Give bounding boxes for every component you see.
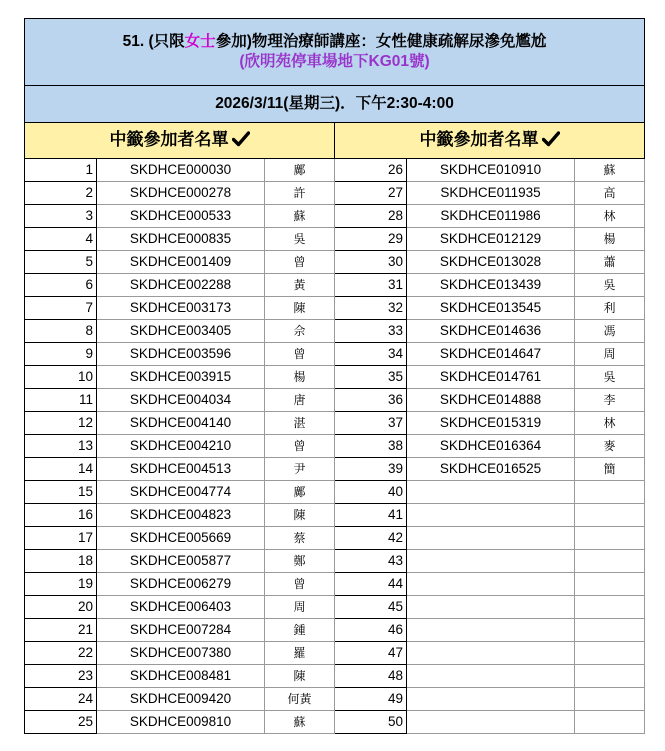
entry-number: 30	[335, 251, 407, 274]
entry-code: SKDHCE016525	[407, 458, 575, 481]
entry-code	[407, 504, 575, 527]
entry-code: SKDHCE014888	[407, 389, 575, 412]
entry-code	[407, 711, 575, 734]
table-row	[25, 458, 645, 481]
table-row	[25, 527, 645, 550]
entry-code: SKDHCE003173	[97, 297, 265, 320]
entry-number: 47	[335, 642, 407, 665]
table-row	[25, 711, 645, 734]
entry-number: 43	[335, 550, 407, 573]
table-body	[25, 19, 645, 734]
event-location: (欣明苑停車場地下KG01號)	[239, 53, 430, 70]
entry-number: 45	[335, 596, 407, 619]
entry-surname: 麥	[575, 435, 645, 458]
entry-code	[407, 573, 575, 596]
entry-code: SKDHCE015319	[407, 412, 575, 435]
title-prefix: 51. (只限	[122, 33, 185, 50]
entry-number: 28	[335, 205, 407, 228]
entry-surname: 曾	[265, 573, 335, 596]
entry-number: 5	[25, 251, 97, 274]
entry-code: SKDHCE013545	[407, 297, 575, 320]
entry-surname: 黃	[265, 274, 335, 297]
table-row	[25, 251, 645, 274]
table-row	[25, 274, 645, 297]
entry-surname	[575, 573, 645, 596]
entry-surname	[575, 550, 645, 573]
event-title	[25, 32, 644, 52]
entry-number: 26	[335, 159, 407, 182]
entry-surname: 曾	[265, 251, 335, 274]
entry-surname: 周	[265, 596, 335, 619]
event-title-cell	[25, 19, 645, 86]
entry-number: 23	[25, 665, 97, 688]
table-row	[25, 343, 645, 366]
entry-number: 27	[335, 182, 407, 205]
table-row	[25, 550, 645, 573]
entry-number: 25	[25, 711, 97, 734]
entry-code	[407, 550, 575, 573]
entry-code: SKDHCE001409	[97, 251, 265, 274]
check-mark-icon	[542, 125, 560, 158]
entry-surname: 何黃	[265, 688, 335, 711]
entry-surname: 周	[575, 343, 645, 366]
table-row	[25, 642, 645, 665]
entry-code: SKDHCE006403	[97, 596, 265, 619]
entry-number: 32	[335, 297, 407, 320]
datetime-row	[25, 86, 645, 123]
entry-number: 22	[25, 642, 97, 665]
entry-code: SKDHCE008481	[97, 665, 265, 688]
entry-surname: 鍾	[265, 619, 335, 642]
table-row	[25, 412, 645, 435]
entry-number: 9	[25, 343, 97, 366]
entry-number: 48	[335, 665, 407, 688]
entry-surname: 唐	[265, 389, 335, 412]
entry-surname: 蔡	[265, 527, 335, 550]
table-row	[25, 182, 645, 205]
entry-surname: 楊	[265, 366, 335, 389]
entry-surname	[575, 481, 645, 504]
entry-surname: 陳	[265, 504, 335, 527]
entry-number: 16	[25, 504, 97, 527]
entry-surname: 蕭	[575, 251, 645, 274]
entry-number: 33	[335, 320, 407, 343]
entry-surname: 簡	[575, 458, 645, 481]
title-suffix: 參加)物理治療師講座：女性健康疏解尿滲免尷尬	[215, 33, 547, 50]
column-header-right-label: 中籤參加者名單	[419, 130, 539, 149]
entry-surname: 李	[575, 389, 645, 412]
entry-number: 8	[25, 320, 97, 343]
entry-code: SKDHCE016364	[407, 435, 575, 458]
entry-surname: 馮	[575, 320, 645, 343]
event-datetime: 2026/3/11(星期三)．下午2:30-4:00	[25, 86, 645, 123]
entry-number: 24	[25, 688, 97, 711]
entry-code	[407, 527, 575, 550]
entry-surname: 鄭	[265, 550, 335, 573]
entry-number: 49	[335, 688, 407, 711]
entry-code: SKDHCE000278	[97, 182, 265, 205]
entry-number: 10	[25, 366, 97, 389]
entry-code: SKDHCE003405	[97, 320, 265, 343]
entry-code: SKDHCE002288	[97, 274, 265, 297]
table-row	[25, 297, 645, 320]
entry-number: 15	[25, 481, 97, 504]
entry-code: SKDHCE011935	[407, 182, 575, 205]
entry-code: SKDHCE004034	[97, 389, 265, 412]
entry-surname: 吳	[575, 274, 645, 297]
entry-surname: 陳	[265, 297, 335, 320]
entry-number: 1	[25, 159, 97, 182]
entry-surname: 蘇	[265, 711, 335, 734]
entry-code: SKDHCE013028	[407, 251, 575, 274]
entry-surname: 曾	[265, 343, 335, 366]
entry-surname	[575, 504, 645, 527]
entry-code	[407, 642, 575, 665]
entry-number: 40	[335, 481, 407, 504]
table-row	[25, 619, 645, 642]
table-row	[25, 320, 645, 343]
entry-number: 39	[335, 458, 407, 481]
table-row	[25, 596, 645, 619]
entry-surname: 蘇	[575, 159, 645, 182]
entry-number: 34	[335, 343, 407, 366]
entry-code: SKDHCE012129	[407, 228, 575, 251]
entry-code	[407, 481, 575, 504]
entry-code: SKDHCE003596	[97, 343, 265, 366]
entry-surname: 吳	[265, 228, 335, 251]
entry-surname	[575, 642, 645, 665]
entry-surname	[575, 527, 645, 550]
title-highlight: 女士	[184, 33, 216, 50]
entry-number: 14	[25, 458, 97, 481]
entry-number: 44	[335, 573, 407, 596]
entry-code	[407, 665, 575, 688]
entry-code: SKDHCE000835	[97, 228, 265, 251]
entry-surname: 蘇	[265, 205, 335, 228]
entry-number: 50	[335, 711, 407, 734]
entry-code: SKDHCE006279	[97, 573, 265, 596]
column-header-left-label: 中籤參加者名單	[109, 130, 229, 149]
entry-number: 35	[335, 366, 407, 389]
entry-code: SKDHCE009810	[97, 711, 265, 734]
entry-surname	[575, 596, 645, 619]
entry-code: SKDHCE014647	[407, 343, 575, 366]
title-row	[25, 19, 645, 86]
column-header-row	[25, 123, 645, 159]
check-mark-icon	[232, 125, 250, 158]
entry-code	[407, 596, 575, 619]
entry-surname: 曾	[265, 435, 335, 458]
table-row	[25, 159, 645, 182]
entry-code: SKDHCE013439	[407, 274, 575, 297]
entry-code: SKDHCE000030	[97, 159, 265, 182]
entry-surname: 尹	[265, 458, 335, 481]
entry-number: 3	[25, 205, 97, 228]
entry-number: 46	[335, 619, 407, 642]
entry-code	[407, 619, 575, 642]
entry-code: SKDHCE005669	[97, 527, 265, 550]
entry-surname: 利	[575, 297, 645, 320]
entry-surname: 高	[575, 182, 645, 205]
table-row	[25, 205, 645, 228]
entry-number: 4	[25, 228, 97, 251]
entry-surname: 羅	[265, 642, 335, 665]
winners-sheet	[24, 18, 644, 734]
entry-code: SKDHCE005877	[97, 550, 265, 573]
entry-code: SKDHCE007380	[97, 642, 265, 665]
entry-number: 20	[25, 596, 97, 619]
entry-surname: 楊	[575, 228, 645, 251]
table-row	[25, 688, 645, 711]
table-row	[25, 435, 645, 458]
entry-number: 21	[25, 619, 97, 642]
entry-number: 19	[25, 573, 97, 596]
entry-surname: 林	[575, 205, 645, 228]
entry-number: 7	[25, 297, 97, 320]
entry-number: 18	[25, 550, 97, 573]
entry-surname: 林	[575, 412, 645, 435]
entry-number: 13	[25, 435, 97, 458]
table-row	[25, 228, 645, 251]
entry-number: 42	[335, 527, 407, 550]
entry-code: SKDHCE014636	[407, 320, 575, 343]
entry-surname	[575, 711, 645, 734]
entry-surname: 吳	[575, 366, 645, 389]
entry-surname: 許	[265, 182, 335, 205]
entry-surname	[575, 688, 645, 711]
entry-number: 41	[335, 504, 407, 527]
entry-code: SKDHCE004210	[97, 435, 265, 458]
entry-number: 11	[25, 389, 97, 412]
entry-code: SKDHCE014761	[407, 366, 575, 389]
entry-code: SKDHCE000533	[97, 205, 265, 228]
table-row	[25, 504, 645, 527]
entry-number: 31	[335, 274, 407, 297]
entry-surname	[575, 619, 645, 642]
entry-surname: 佘	[265, 320, 335, 343]
entry-number: 37	[335, 412, 407, 435]
entry-number: 12	[25, 412, 97, 435]
entry-code: SKDHCE004513	[97, 458, 265, 481]
entry-code: SKDHCE004774	[97, 481, 265, 504]
entry-code: SKDHCE003915	[97, 366, 265, 389]
entry-code: SKDHCE007284	[97, 619, 265, 642]
table-row	[25, 389, 645, 412]
entry-code: SKDHCE004140	[97, 412, 265, 435]
table-row	[25, 573, 645, 596]
column-header-left	[25, 123, 335, 159]
entry-number: 36	[335, 389, 407, 412]
entry-code: SKDHCE010910	[407, 159, 575, 182]
table-row	[25, 366, 645, 389]
entry-number: 6	[25, 274, 97, 297]
entry-number: 2	[25, 182, 97, 205]
entry-code: SKDHCE011986	[407, 205, 575, 228]
winners-table	[24, 18, 645, 734]
entry-number: 17	[25, 527, 97, 550]
entry-code: SKDHCE004823	[97, 504, 265, 527]
entry-number: 38	[335, 435, 407, 458]
entry-number: 29	[335, 228, 407, 251]
entry-surname: 鄺	[265, 481, 335, 504]
table-row	[25, 481, 645, 504]
column-header-right	[335, 123, 645, 159]
entry-surname	[575, 665, 645, 688]
entry-surname: 湛	[265, 412, 335, 435]
entry-surname: 陳	[265, 665, 335, 688]
entry-code: SKDHCE009420	[97, 688, 265, 711]
table-row	[25, 665, 645, 688]
entry-surname: 鄺	[265, 159, 335, 182]
entry-code	[407, 688, 575, 711]
